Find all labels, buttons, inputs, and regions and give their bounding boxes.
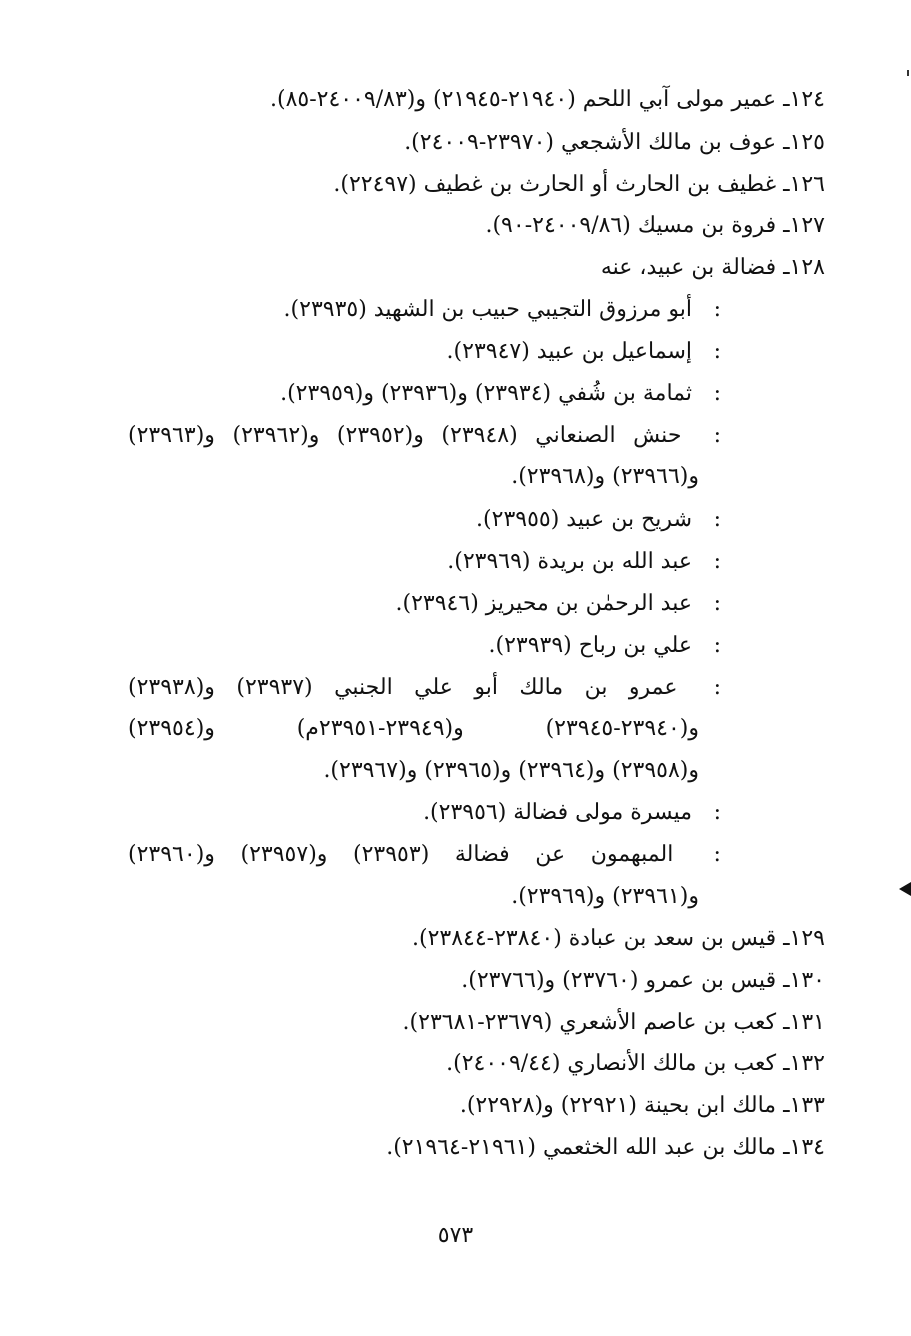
narrator-text: ثمامة بن شُفي (٢٣٩٣٤) و(٢٣٩٣٦) و(٢٣٩٥٩). xyxy=(280,381,692,406)
entry-number: ١٢٦ xyxy=(789,172,825,197)
entry-text: قيس بن عمرو (٢٣٧٦٠) و(٢٣٧٦٦). xyxy=(461,968,777,993)
entry-number: ١٣٢ xyxy=(789,1051,825,1076)
entry-text: غطيف بن الحارث أو الحارث بن غطيف (٢٢٤٩٧). xyxy=(333,172,777,197)
narrator-continuation xyxy=(511,882,699,912)
entry-text: عوف بن مالك الأشجعي (٢٣٩٧٠-٢٤٠٠٩). xyxy=(404,130,777,155)
narrator-text: شريح بن عبيد (٢٣٩٥٥). xyxy=(476,507,692,532)
colon-marker: : xyxy=(713,633,721,658)
entry-132: ١٣٢ـ كعب بن مالك الأنصاري (٢٤٠٠٩/٤٤). xyxy=(446,1051,825,1076)
narrator-text: حنش الصنعاني (٢٣٩٤٨) و(٢٣٩٥٢) و(٢٣٩٦٢) و(٢٣٩٦٣) xyxy=(128,423,682,448)
entry-number: ١٢٥ xyxy=(789,130,825,155)
narrator-line xyxy=(128,673,721,703)
narrator-text: و(٢٣٩٤٠-٢٣٩٤٥) و(٢٣٩٤٩-٢٣٩٥١م) و(٢٣٩٥٤) xyxy=(128,716,699,741)
entry-number: ١٣٣ xyxy=(789,1093,825,1118)
narrator-line xyxy=(284,295,721,325)
colon-marker: : xyxy=(713,675,721,700)
entry-133: ١٣٣ـ مالك ابن بحينة (٢٢٩٢١) و(٢٢٩٢٨). xyxy=(459,1093,825,1118)
narrator-line xyxy=(396,589,721,619)
entry-126: ١٢٦ـ غطيف بن الحارث أو الحارث بن غطيف (٢٢٤٩٧). xyxy=(333,172,825,197)
entry-text: عمير مولى آبي اللحم (٢١٩٤٠-٢١٩٤٥) و(٢٤٠٠٩/٨٣-٨٥). xyxy=(269,87,777,112)
narrator-text: عبد الله بن بريدة (٢٣٩٦٩). xyxy=(447,549,692,574)
narrator-line xyxy=(128,840,721,870)
narrator-text: و(٢٣٩٦٦) و(٢٣٩٦٨). xyxy=(511,464,699,489)
narrator-continuation xyxy=(323,756,699,786)
colon-marker: : xyxy=(713,591,721,616)
colon-marker: : xyxy=(713,507,721,532)
margin-tick xyxy=(907,70,909,76)
entry-125: ١٢٥ـ عوف بن مالك الأشجعي (٢٣٩٧٠-٢٤٠٠٩). xyxy=(404,130,825,155)
narrator-line xyxy=(447,547,721,577)
narrator-text: و(٢٣٩٥٨) و(٢٣٩٦٤) و(٢٣٩٦٥) و(٢٣٩٦٧). xyxy=(323,758,699,783)
narrator-line xyxy=(128,421,721,451)
entry-number: ١٣١ xyxy=(789,1010,825,1035)
colon-marker: : xyxy=(713,423,721,448)
entry-text: فضالة بن عبيد، عنه xyxy=(600,255,777,280)
entry-text: كعب بن عاصم الأشعري (٢٣٦٧٩-٢٣٦٨١). xyxy=(402,1010,777,1035)
narrator-line xyxy=(423,798,721,828)
entry-number: ١٢٤ xyxy=(789,87,825,112)
entry-128: ١٢٨ـ فضالة بن عبيد، عنه xyxy=(600,255,825,280)
narrator-text: و(٢٣٩٦١) و(٢٣٩٦٩). xyxy=(511,884,699,909)
narrator-continuation xyxy=(511,462,699,492)
entry-134: ١٣٤ـ مالك بن عبد الله الخثعمي (٢١٩٦١-٢١٩٦٤). xyxy=(386,1135,825,1160)
narrator-line xyxy=(280,379,721,409)
colon-marker: : xyxy=(713,339,721,364)
entry-number: ١٣٤ xyxy=(789,1135,825,1160)
entry-130: ١٣٠ـ قيس بن عمرو (٢٣٧٦٠) و(٢٣٧٦٦). xyxy=(461,968,825,993)
narrator-text: علي بن رباح (٢٣٩٣٩). xyxy=(488,633,692,658)
narrator-text: المبهمون عن فضالة (٢٣٩٥٣) و(٢٣٩٥٧) و(٢٣٩٦٠) xyxy=(128,842,674,867)
entry-number: ١٢٩ xyxy=(789,926,825,951)
entry-127: ١٢٧ـ فروة بن مسيك (٢٤٠٠٩/٨٦-٩٠). xyxy=(485,213,825,238)
narrator-continuation xyxy=(128,714,699,744)
narrator-line xyxy=(488,631,721,661)
colon-marker: : xyxy=(713,381,721,406)
colon-marker: : xyxy=(713,800,721,825)
entry-131: ١٣١ـ كعب بن عاصم الأشعري (٢٣٦٧٩-٢٣٦٨١). xyxy=(402,1010,825,1035)
entry-129: ١٢٩ـ قيس بن سعد بن عبادة (٢٣٨٤٠-٢٣٨٤٤). xyxy=(412,926,825,951)
entry-number: ١٢٧ xyxy=(789,213,825,238)
narrator-text: عمرو بن مالك أبو علي الجنبي (٢٣٩٣٧) و(٢٣٩٣٨) xyxy=(128,675,678,700)
page-number: ٥٧٣ xyxy=(437,1223,474,1248)
entry-text: مالك ابن بحينة (٢٢٩٢١) و(٢٢٩٢٨). xyxy=(459,1093,777,1118)
narrator-text: عبد الرحمٰن بن محيريز (٢٣٩٤٦). xyxy=(395,591,692,616)
narrator-line xyxy=(476,505,721,535)
entry-text: مالك بن عبد الله الخثعمي (٢١٩٦١-٢١٩٦٤). xyxy=(386,1135,777,1160)
colon-marker: : xyxy=(713,842,721,867)
colon-marker: : xyxy=(713,297,721,322)
entry-text: فروة بن مسيك (٢٤٠٠٩/٨٦-٩٠). xyxy=(485,213,777,238)
entry-number: ١٢٨ xyxy=(789,255,825,280)
entry-text: قيس بن سعد بن عبادة (٢٣٨٤٠-٢٣٨٤٤). xyxy=(412,926,777,951)
narrator-text: ميسرة مولى فضالة (٢٣٩٥٦). xyxy=(423,800,692,825)
margin-arrow-icon xyxy=(899,882,911,896)
narrator-line xyxy=(447,337,721,367)
entry-124: ١٢٤ـ عمير مولى آبي اللحم (٢١٩٤٠-٢١٩٤٥) و(٢٤٠٠٩/٨٣-٨٥). xyxy=(269,87,825,112)
narrator-text: أبو مرزوق التجيبي حبيب بن الشهيد (٢٣٩٣٥). xyxy=(283,297,692,322)
entry-text: كعب بن مالك الأنصاري (٢٤٠٠٩/٤٤). xyxy=(446,1051,777,1076)
narrator-text: إسماعيل بن عبيد (٢٣٩٤٧). xyxy=(446,339,692,364)
entry-number: ١٣٠ xyxy=(789,968,825,993)
colon-marker: : xyxy=(713,549,721,574)
